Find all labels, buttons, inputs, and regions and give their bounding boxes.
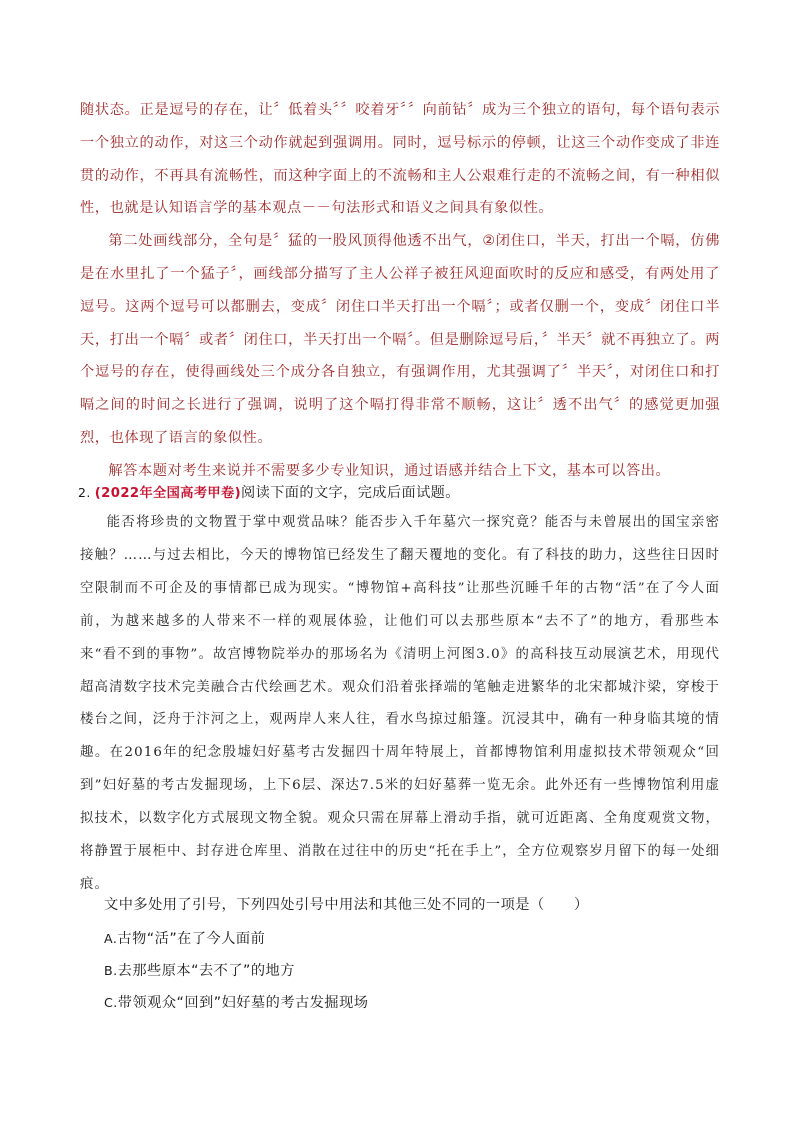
question-stem: 文中多处用了引号，下列四处引号中用法和其他三处不同的一项是（ ）: [104, 897, 589, 913]
option-text: 古物“活”在了今人面前: [117, 931, 266, 947]
option-text: 带领观众“回到”妇好墓的考古发掘现场: [117, 995, 369, 1011]
analysis-paragraph-1: 随状态。正是逗号的存在，让〞低着头〞〞咬着牙〞〞向前钻〞成为三个独立的语句，每个语句表示一个独立的动作，对这三个动作就起到强调用。同时，逗号标示的停顿，让这三个动作变成了非连贯的动作，不再具有流畅性，而这种字面上的不流畅和主人公艰难行走的不流畅之间，有一种相似性，也就是认知语言学的基本观点－－句法形式和语义之间具有象似性。: [80, 102, 720, 217]
analysis-paragraph-3: 解答本题对考生来说并不需要多少专业知识，通过语感并结合上下文，基本可以答出。: [108, 462, 671, 479]
option-letter: A.: [104, 931, 118, 946]
question-instruction: 阅读下面的文字，完成后面试题。: [241, 485, 460, 501]
option-c: [104, 991, 369, 1015]
option-letter: C.: [104, 995, 118, 1010]
question-source: (2022年全国高考甲卷): [94, 486, 242, 501]
option-a: [104, 927, 265, 951]
question-header: [78, 481, 460, 506]
question-number: 2.: [78, 485, 91, 500]
option-letter: B.: [104, 963, 118, 978]
analysis-paragraph-2: 第二处画线部分，全句是〞猛的一股风顶得他透不出气，②闭住口，半天，打出一个嗝，仿佛是在水里扎了一个猛子〞，画线部分描写了主人公祥子被狂风迎面吹时的反应和感受，有两处用了逗号。这两个逗号可以都删去，变成〞闭住口半天打出一个嗝〞；或者仅删一个，变成〞闭住口半天，打出一个嗝〞或者〞闭住口，半天打出一个嗝〞。但是删除逗号后，〞半天〞就不再独立了。两个逗号的存在，使得画线处三个成分各自独立，有强调作用，尤其强调了〞半天〞，对闭住口和打嗝之间的时间之长进行了强调，说明了这个嗝打得非常不顺畅，这让〞透不出气〞的感觉更加强烈，也体现了语言的象似性。: [80, 233, 720, 446]
option-b: [104, 959, 295, 983]
option-text: 去那些原本“去不了”的地方: [117, 963, 295, 979]
answer-analysis: [80, 94, 720, 488]
reading-passage: 能否将珍贵的文物置于掌中观赏品味？能否步入千年墓穴一探究竟？能否与未曾展出的国宝亲密接触？……与过去相比，今天的博物馆已经发生了翻天覆地的变化。有了科技的助力，这些往日因时空限制而不可企及的事情都已成为现实。“博物馆+高科技”让那些沉睡千年的古物“活”在了今人面前，为越来越多的人带来不一样的观展体验，让他们可以去那些原本“去不了”的地方，看那些本来“看不到的事物”。故宫博物院举办的那场名为《清明上河图3.0》的高科技互动展演艺术，用现代超高清数字技术完美融合古代绘画艺术。观众们沿着张择端的笔触走进繁华的北宋都城汴梁，穿梭于楼台之间，泛舟于汴河之上，观两岸人来人往，看水鸟掠过船篷。沉浸其中，确有一种身临其境的情趣。在2016年的纪念殷墟妇好墓考古发掘四十周年特展上，首都博物馆利用虚拟技术带领观众“回到”妇好墓的考古发掘现场，上下6层、深达7.5米的妇好墓葬一览无余。此外还有一些博物馆利用虚拟技术，以数字化方式展现文物全貌。观众只需在屏幕上滑动手指，就可近距离、全角度观赏文物，将静置于展柜中、封存进仓库里、消散在过往中的历史“托在手上”，全方位观察岁月留下的每一处细痕。: [80, 515, 720, 892]
